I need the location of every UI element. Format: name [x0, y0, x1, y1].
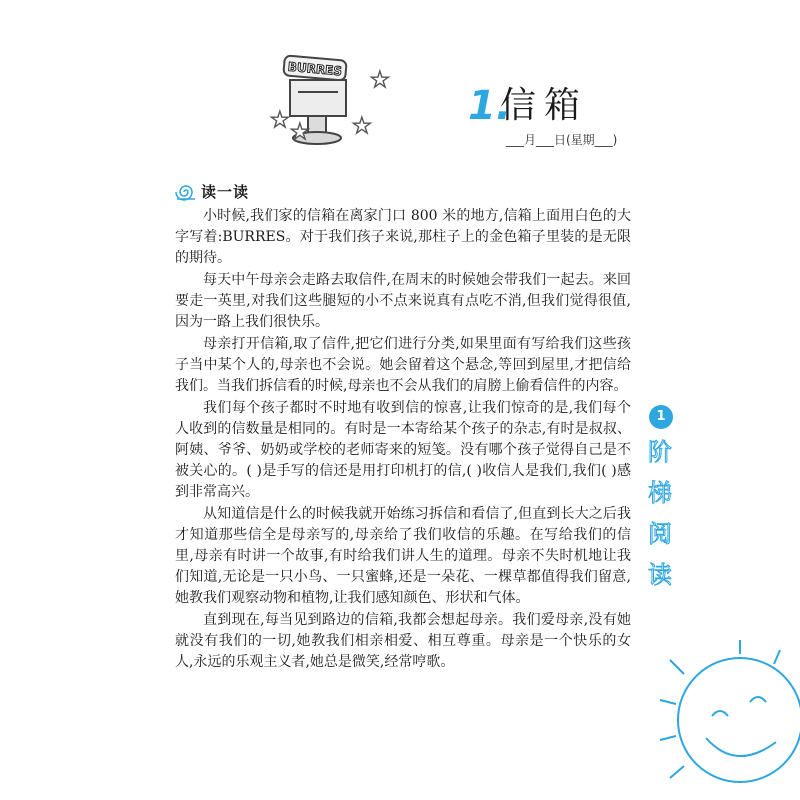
- page-number: 1: [649, 405, 673, 429]
- reading-passage: [175, 206, 631, 673]
- lesson-number: 1.: [468, 83, 512, 129]
- paragraph: 每天中午母亲会走路去取信件,在周末的时候她会带我们一起去。来回要走一英里,对我们这些腿短的小不点来说真有点吃不消,但我们觉得很值,因为一路上我们很快乐。: [175, 272, 631, 330]
- section-title: 读一读: [201, 183, 250, 201]
- mailbox-sign: BURRES: [287, 59, 343, 79]
- star-icon: ★: [352, 114, 372, 139]
- star-icon: ★: [270, 108, 290, 133]
- side-char: 阅: [648, 520, 672, 548]
- side-char: 梯: [648, 479, 672, 507]
- side-char: 读: [648, 561, 672, 589]
- star-icon: ★: [370, 68, 390, 93]
- paragraph: 直到现在,每当见到路边的信箱,我都会想起母亲。我们爱母亲,没有她就没有我们的一切,她教我们相亲相爱、相互尊重。母亲是一个快乐的女人,永远的乐观主义者,她总是微笑,经常哼歌。: [175, 612, 631, 670]
- section-heading: [175, 181, 249, 202]
- paragraph: 母亲打开信箱,取了信件,把它们进行分类,如果里面有写给我们这些孩子当中某个人的,母亲也不会说。她会留着这个悬念,等回到屋里,才把信给我们。当我们拆信看的时候,母亲也不会从我们的肩膀上偷看信件的内容。: [175, 336, 631, 394]
- paragraph: 我们每个孩子都时不时地有收到信的惊喜,让我们惊奇的是,我们每个人收到的信数量是相同的。有时是一本寄给某个孩子的杂志,有时是叔叔、阿姨、爷爷、奶奶或学校的老师寄来的短笺。没有哪个孩子觉得自己是不被关心的。( )是手写的信还是用打印机打的信,( )收信人是我们,我们( )感到非常高兴。: [175, 400, 631, 500]
- sun-face-illustration: [620, 580, 800, 800]
- paragraph: 从知道信是什么的时候我就开始练习拆信和看信了,但直到长大之后我才知道那些信全是母亲写的,母亲给了我们收信的乐趣。在写给我们的信里,母亲有时讲一个故事,有时给我们讲人生的道理。母亲不失时机地让我们知道,无论是一只小鸟、一只蜜蜂,还是一朵花、一棵草都值得我们留意,她教我们观察动物和植物,让我们感知颜色、形状和气体。: [175, 506, 631, 606]
- swirl-icon: [175, 183, 197, 201]
- date-line: ___月___日(星期___): [506, 133, 618, 147]
- lesson-title: 信箱: [500, 85, 589, 126]
- side-char: 阶: [648, 438, 672, 466]
- star-icon: ★: [290, 120, 310, 145]
- paragraph: 小时候,我们家的信箱在离家门口 800 米的地方,信箱上面用白色的大字写着:BURRES。对于我们孩子来说,那柱子上的金色箱子里装的是无限的期待。: [175, 208, 631, 266]
